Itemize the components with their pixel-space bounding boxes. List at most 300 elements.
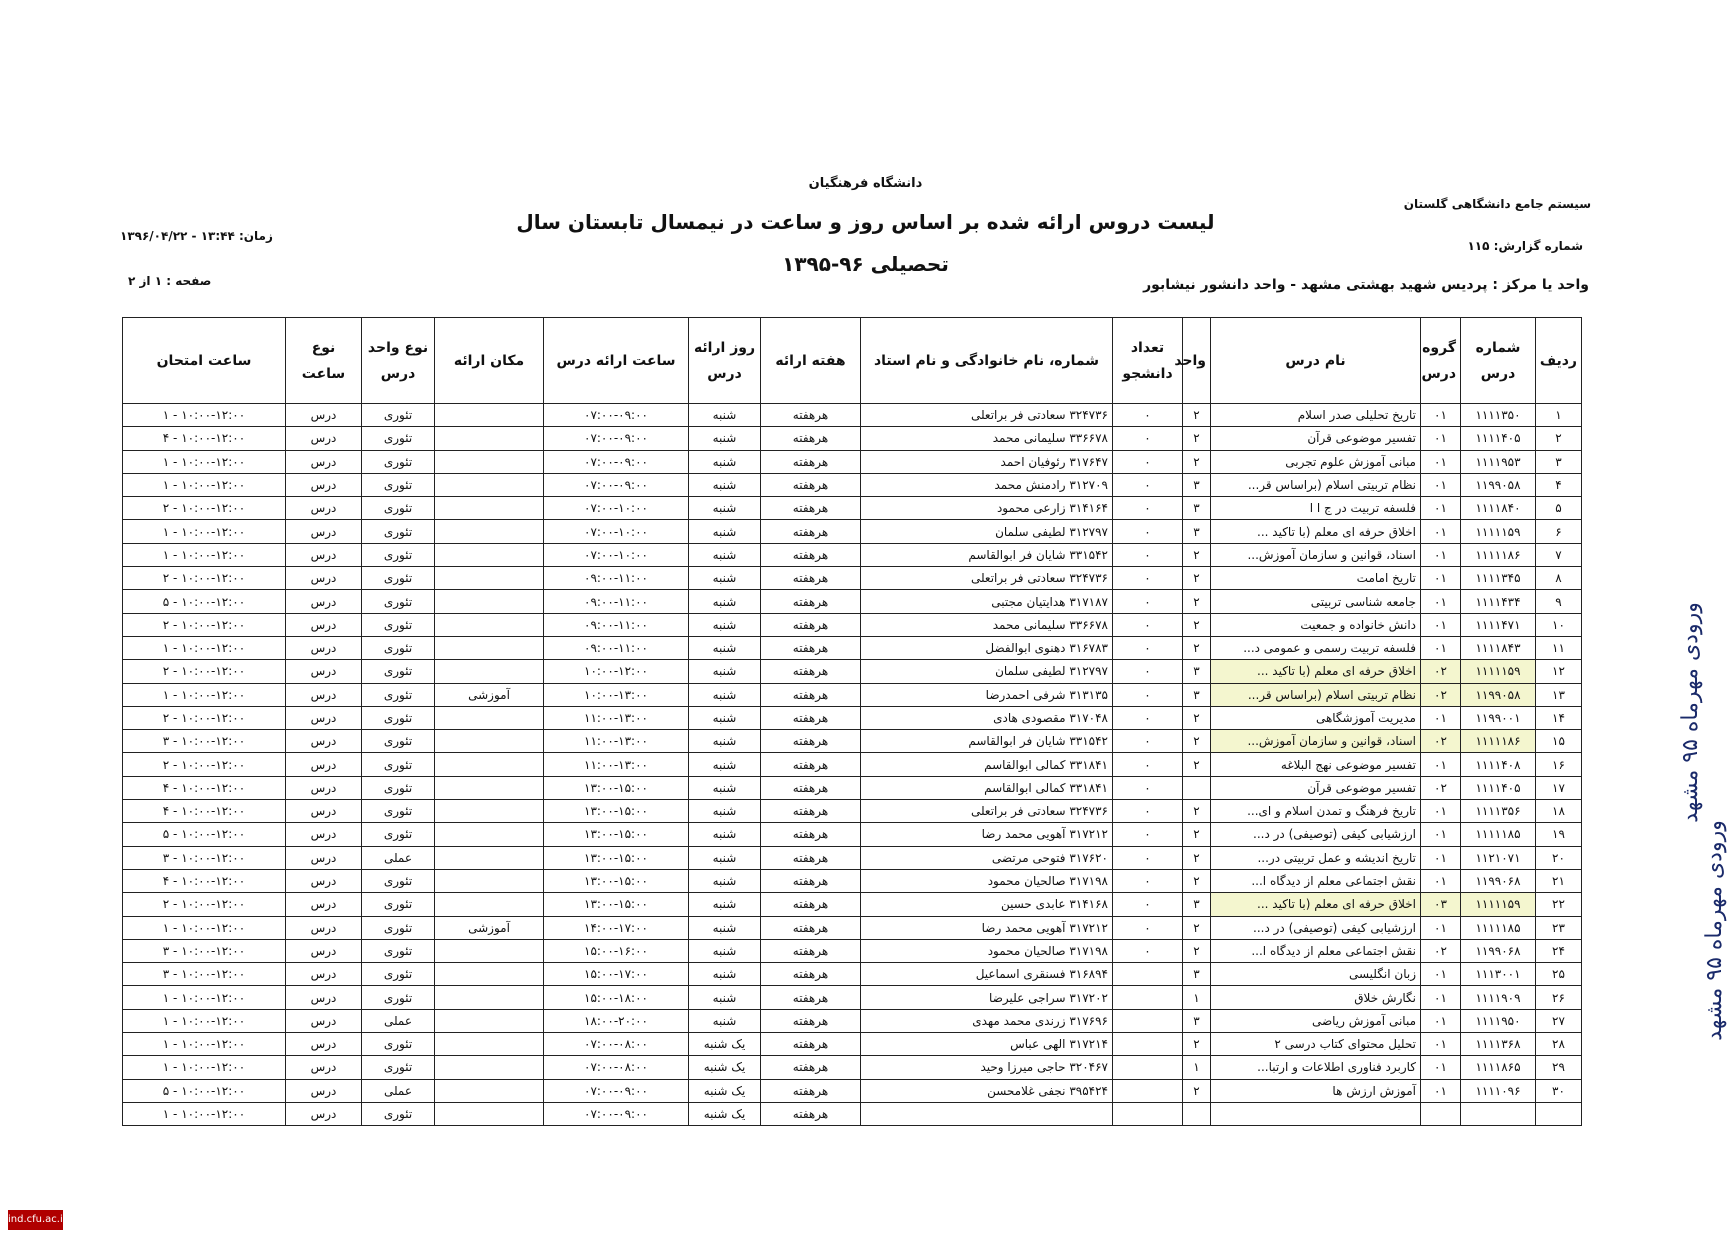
cell-row-number: ۱۹ — [1536, 823, 1582, 846]
cell-location — [435, 636, 544, 659]
cell-course-code: ۱۱۱۱۰۹۶ — [1461, 1079, 1536, 1102]
cell-row-number: ۱۸ — [1536, 800, 1582, 823]
cell-group-number: ۰۱ — [1421, 963, 1461, 986]
cell-row-number: ۲۹ — [1536, 1056, 1582, 1079]
cell-class-time: ۱۳:۰۰-۱۵:۰۰ — [544, 869, 689, 892]
cell-row-number: ۱۲ — [1536, 660, 1582, 683]
cell-unit-type: تئوری — [362, 800, 435, 823]
cell-group-number: ۰۱ — [1421, 520, 1461, 543]
report-title-line1: لیست دروس ارائه شده بر اساس روز و ساعت در نیمسال تابستان سال — [516, 210, 1215, 234]
cell-unit-type: تئوری — [362, 683, 435, 706]
cell-hour-type: درس — [286, 986, 362, 1009]
table-row — [123, 404, 1582, 427]
column-header: نام درس — [1211, 318, 1421, 404]
cell-course-code — [1461, 1102, 1536, 1125]
cell-course-name: مبانی آموزش علوم تجربی — [1211, 450, 1421, 473]
cell-class-time: ۰۷:۰۰-۱۰:۰۰ — [544, 520, 689, 543]
cell-unit-type: تئوری — [362, 1033, 435, 1056]
cell-course-code: ۱۱۱۱۴۰۵ — [1461, 776, 1536, 799]
cell-course-name: تاریخ اندیشه و عمل تربیتی در... — [1211, 846, 1421, 869]
cell-hour-type: درس — [286, 404, 362, 427]
cell-units: ۲ — [1183, 404, 1211, 427]
cell-group-number: ۰۱ — [1421, 473, 1461, 496]
cell-units: ۳ — [1183, 1009, 1211, 1032]
cell-units: ۲ — [1183, 800, 1211, 823]
cell-course-code: ۱۱۱۱۳۶۸ — [1461, 1033, 1536, 1056]
cell-exam-time: ۱ - ۱۰:۰۰-۱۲:۰۰ — [123, 916, 286, 939]
cell-class-time: ۱۱:۰۰-۱۳:۰۰ — [544, 706, 689, 729]
cell-hour-type: درس — [286, 683, 362, 706]
cell-instructor: ۳۲۴۷۳۶ سعادتی فر براتعلی — [861, 567, 1113, 590]
cell-instructor: ۳۹۵۴۲۴ نجفی غلامحسن — [861, 1079, 1113, 1102]
cell-student-count: ۰ — [1113, 893, 1183, 916]
cell-course-name: زبان انگلیسی — [1211, 963, 1421, 986]
cell-row-number: ۱۴ — [1536, 706, 1582, 729]
table-row — [123, 636, 1582, 659]
cell-course-code: ۱۱۱۱۹۵۰ — [1461, 1009, 1536, 1032]
cell-hour-type: درس — [286, 427, 362, 450]
cell-day: شنبه — [689, 893, 761, 916]
cell-student-count: ۰ — [1113, 730, 1183, 753]
cell-exam-time: ۱ - ۱۰:۰۰-۱۲:۰۰ — [123, 404, 286, 427]
table-body — [123, 404, 1582, 1126]
cell-class-time: ۰۷:۰۰-۰۸:۰۰ — [544, 1056, 689, 1079]
cell-units: ۲ — [1183, 939, 1211, 962]
cell-group-number: ۰۱ — [1421, 846, 1461, 869]
cell-unit-type: تئوری — [362, 567, 435, 590]
cell-class-time: ۱۴:۰۰-۱۷:۰۰ — [544, 916, 689, 939]
cell-hour-type: درس — [286, 916, 362, 939]
cell-week-schedule: هرهفته — [761, 520, 861, 543]
cell-hour-type: درس — [286, 1102, 362, 1125]
cell-week-schedule: هرهفته — [761, 427, 861, 450]
handwritten-note: ورودی مهرماه ۹۵ مشهد — [1701, 820, 1727, 1041]
cell-instructor — [861, 1102, 1113, 1125]
center-name: واحد یا مرکز : پردیس شهید بهشتی مشهد - واحد دانشور نیشابور — [1143, 277, 1589, 293]
table-row — [123, 497, 1582, 520]
cell-group-number: ۰۱ — [1421, 753, 1461, 776]
cell-class-time: ۰۷:۰۰-۰۹:۰۰ — [544, 404, 689, 427]
cell-location — [435, 800, 544, 823]
cell-location — [435, 1079, 544, 1102]
cell-day: شنبه — [689, 683, 761, 706]
cell-group-number: ۰۱ — [1421, 636, 1461, 659]
cell-location — [435, 963, 544, 986]
cell-group-number: ۰۲ — [1421, 660, 1461, 683]
cell-location — [435, 1009, 544, 1032]
cell-course-name: کاربرد فناوری اطلاعات و ارتبا... — [1211, 1056, 1421, 1079]
cell-week-schedule: هرهفته — [761, 730, 861, 753]
cell-course-name: فلسفه تربیت در ج ا ا — [1211, 497, 1421, 520]
cell-unit-type: تئوری — [362, 660, 435, 683]
cell-row-number: ۵ — [1536, 497, 1582, 520]
cell-exam-time: ۲ - ۱۰:۰۰-۱۲:۰۰ — [123, 893, 286, 916]
cell-student-count: ۰ — [1113, 590, 1183, 613]
cell-row-number: ۸ — [1536, 567, 1582, 590]
cell-hour-type: درس — [286, 636, 362, 659]
university-name: دانشگاه فرهنگیان — [808, 176, 923, 191]
cell-week-schedule: هرهفته — [761, 963, 861, 986]
cell-location — [435, 1102, 544, 1125]
cell-student-count: ۰ — [1113, 800, 1183, 823]
cell-course-code: ۱۱۲۱۰۷۱ — [1461, 846, 1536, 869]
cell-unit-type: تئوری — [362, 776, 435, 799]
cell-exam-time: ۲ - ۱۰:۰۰-۱۲:۰۰ — [123, 613, 286, 636]
cell-row-number: ۷ — [1536, 543, 1582, 566]
cell-exam-time: ۱ - ۱۰:۰۰-۱۲:۰۰ — [123, 1009, 286, 1032]
cell-exam-time: ۲ - ۱۰:۰۰-۱۲:۰۰ — [123, 567, 286, 590]
cell-hour-type: درس — [286, 846, 362, 869]
cell-week-schedule: هرهفته — [761, 567, 861, 590]
cell-class-time: ۱۵:۰۰-۱۶:۰۰ — [544, 939, 689, 962]
cell-instructor: ۳۱۲۷۰۹ رادمنش محمد — [861, 473, 1113, 496]
cell-student-count — [1113, 1033, 1183, 1056]
cell-hour-type: درس — [286, 730, 362, 753]
cell-location — [435, 706, 544, 729]
cell-week-schedule: هرهفته — [761, 497, 861, 520]
cell-class-time: ۰۷:۰۰-۰۹:۰۰ — [544, 1079, 689, 1102]
cell-instructor: ۳۱۷۰۴۸ مقصودی هادی — [861, 706, 1113, 729]
cell-exam-time: ۲ - ۱۰:۰۰-۱۲:۰۰ — [123, 753, 286, 776]
cell-instructor: ۳۱۷۱۹۸ صالحیان محمود — [861, 939, 1113, 962]
cell-class-time: ۱۱:۰۰-۱۳:۰۰ — [544, 753, 689, 776]
cell-instructor: ۳۱۷۶۲۰ فتوحی مرتضی — [861, 846, 1113, 869]
cell-units: ۳ — [1183, 683, 1211, 706]
cell-course-code: ۱۱۱۱۸۴۰ — [1461, 497, 1536, 520]
cell-day: شنبه — [689, 520, 761, 543]
cell-course-name: اسناد، قوانین و سازمان آموزش... — [1211, 730, 1421, 753]
cell-instructor: ۳۱۲۷۹۷ لطیفی سلمان — [861, 660, 1113, 683]
cell-week-schedule: هرهفته — [761, 916, 861, 939]
cell-location — [435, 1056, 544, 1079]
cell-exam-time: ۱ - ۱۰:۰۰-۱۲:۰۰ — [123, 683, 286, 706]
cell-units: ۲ — [1183, 869, 1211, 892]
cell-units: ۳ — [1183, 893, 1211, 916]
cell-class-time: ۰۹:۰۰-۱۱:۰۰ — [544, 613, 689, 636]
cell-row-number: ۱۳ — [1536, 683, 1582, 706]
cell-location: آموزشی — [435, 916, 544, 939]
cell-hour-type: درس — [286, 893, 362, 916]
cell-course-name: نظام تربیتی اسلام (براساس قر... — [1211, 683, 1421, 706]
cell-units — [1183, 776, 1211, 799]
cell-units: ۲ — [1183, 636, 1211, 659]
cell-unit-type: تئوری — [362, 916, 435, 939]
cell-instructor: ۳۱۷۲۱۴ الهی عباس — [861, 1033, 1113, 1056]
cell-course-code: ۱۱۱۱۸۶۵ — [1461, 1056, 1536, 1079]
cell-class-time: ۱۵:۰۰-۱۷:۰۰ — [544, 963, 689, 986]
cell-day: شنبه — [689, 1009, 761, 1032]
cell-location — [435, 869, 544, 892]
cell-row-number: ۳ — [1536, 450, 1582, 473]
cell-hour-type: درس — [286, 497, 362, 520]
cell-course-code: ۱۱۱۱۱۵۹ — [1461, 520, 1536, 543]
cell-hour-type: درس — [286, 660, 362, 683]
cell-class-time: ۱۰:۰۰-۱۳:۰۰ — [544, 683, 689, 706]
cell-week-schedule: هرهفته — [761, 1056, 861, 1079]
cell-class-time: ۰۷:۰۰-۰۹:۰۰ — [544, 427, 689, 450]
cell-row-number: ۲۱ — [1536, 869, 1582, 892]
table-row — [123, 1102, 1582, 1125]
cell-exam-time: ۴ - ۱۰:۰۰-۱۲:۰۰ — [123, 427, 286, 450]
column-header: روز ارائه درس — [689, 318, 761, 404]
column-header: ردیف — [1536, 318, 1582, 404]
cell-group-number: ۰۱ — [1421, 404, 1461, 427]
cell-week-schedule: هرهفته — [761, 1033, 861, 1056]
cell-row-number: ۲۵ — [1536, 963, 1582, 986]
cell-row-number: ۲۷ — [1536, 1009, 1582, 1032]
table-row — [123, 916, 1582, 939]
cell-exam-time: ۲ - ۱۰:۰۰-۱۲:۰۰ — [123, 706, 286, 729]
cell-row-number: ۱ — [1536, 404, 1582, 427]
cell-unit-type: تئوری — [362, 473, 435, 496]
cell-unit-type: تئوری — [362, 893, 435, 916]
cell-course-name: اخلاق حرفه ای معلم (با تاکید ... — [1211, 520, 1421, 543]
cell-location — [435, 613, 544, 636]
cell-location — [435, 753, 544, 776]
cell-instructor: ۳۲۰۴۶۷ حاجی میرزا وحید — [861, 1056, 1113, 1079]
cell-units: ۲ — [1183, 450, 1211, 473]
cell-week-schedule: هرهفته — [761, 404, 861, 427]
cell-exam-time: ۲ - ۱۰:۰۰-۱۲:۰۰ — [123, 660, 286, 683]
cell-student-count: ۰ — [1113, 404, 1183, 427]
cell-location — [435, 939, 544, 962]
cell-course-name: مدیریت آموزشگاهی — [1211, 706, 1421, 729]
cell-unit-type: تئوری — [362, 753, 435, 776]
cell-student-count: ۰ — [1113, 473, 1183, 496]
cell-course-code: ۱۱۱۱۹۰۹ — [1461, 986, 1536, 1009]
cell-week-schedule: هرهفته — [761, 706, 861, 729]
cell-row-number: ۲۸ — [1536, 1033, 1582, 1056]
cell-course-code: ۱۱۱۱۱۸۶ — [1461, 543, 1536, 566]
cell-class-time: ۱۰:۰۰-۱۲:۰۰ — [544, 660, 689, 683]
cell-course-name: ارزشیابی کیفی (توصیفی) در د... — [1211, 916, 1421, 939]
cell-row-number: ۲۴ — [1536, 939, 1582, 962]
cell-group-number: ۰۲ — [1421, 939, 1461, 962]
cell-units: ۲ — [1183, 1033, 1211, 1056]
cell-row-number: ۹ — [1536, 590, 1582, 613]
cell-location — [435, 520, 544, 543]
cell-course-name: تفسیر موضوعی قرآن — [1211, 776, 1421, 799]
cell-units — [1183, 1102, 1211, 1125]
cell-student-count: ۰ — [1113, 753, 1183, 776]
cell-group-number: ۰۱ — [1421, 1056, 1461, 1079]
cell-group-number: ۰۱ — [1421, 869, 1461, 892]
cell-exam-time: ۱ - ۱۰:۰۰-۱۲:۰۰ — [123, 1033, 286, 1056]
cell-hour-type: درس — [286, 869, 362, 892]
cell-course-code: ۱۱۱۳۰۰۱ — [1461, 963, 1536, 986]
cell-student-count: ۰ — [1113, 683, 1183, 706]
cell-course-code: ۱۱۹۹۰۵۸ — [1461, 473, 1536, 496]
cell-instructor: ۳۱۷۱۹۸ صالحیان محمود — [861, 869, 1113, 892]
cell-instructor: ۳۱۶۷۸۳ دهنوی ابوالفضل — [861, 636, 1113, 659]
cell-unit-type: تئوری — [362, 1056, 435, 1079]
cell-week-schedule: هرهفته — [761, 450, 861, 473]
cell-group-number: ۰۳ — [1421, 893, 1461, 916]
cell-exam-time: ۳ - ۱۰:۰۰-۱۲:۰۰ — [123, 730, 286, 753]
table-row — [123, 846, 1582, 869]
cell-row-number: ۱۰ — [1536, 613, 1582, 636]
cell-class-time: ۰۹:۰۰-۱۱:۰۰ — [544, 636, 689, 659]
cell-unit-type: تئوری — [362, 590, 435, 613]
cell-course-name: نظام تربیتی اسلام (براساس قر... — [1211, 473, 1421, 496]
cell-student-count: ۰ — [1113, 706, 1183, 729]
cell-location — [435, 823, 544, 846]
cell-day: شنبه — [689, 776, 761, 799]
cell-week-schedule: هرهفته — [761, 869, 861, 892]
cell-hour-type: درس — [286, 567, 362, 590]
cell-student-count: ۰ — [1113, 869, 1183, 892]
cell-unit-type: تئوری — [362, 706, 435, 729]
cell-units: ۲ — [1183, 1079, 1211, 1102]
cell-day: شنبه — [689, 660, 761, 683]
cell-day: شنبه — [689, 636, 761, 659]
cell-course-code: ۱۱۱۱۱۵۹ — [1461, 893, 1536, 916]
cell-course-name: تفسیر موضوعی نهج البلاغه — [1211, 753, 1421, 776]
cell-unit-type: تئوری — [362, 450, 435, 473]
column-header: مکان ارائه — [435, 318, 544, 404]
cell-hour-type: درس — [286, 1079, 362, 1102]
cell-unit-type: تئوری — [362, 613, 435, 636]
cell-exam-time: ۱ - ۱۰:۰۰-۱۲:۰۰ — [123, 1056, 286, 1079]
cell-exam-time: ۱ - ۱۰:۰۰-۱۲:۰۰ — [123, 636, 286, 659]
cell-group-number: ۰۲ — [1421, 683, 1461, 706]
cell-group-number: ۰۱ — [1421, 916, 1461, 939]
cell-row-number: ۲۲ — [1536, 893, 1582, 916]
cell-instructor: ۳۱۲۷۹۷ لطیفی سلمان — [861, 520, 1113, 543]
table-row — [123, 1009, 1582, 1032]
cell-day: شنبه — [689, 473, 761, 496]
cell-row-number: ۲۶ — [1536, 986, 1582, 1009]
cell-course-name: نقش اجتماعی معلم از دیدگاه ا... — [1211, 939, 1421, 962]
cell-unit-type: تئوری — [362, 963, 435, 986]
table-row — [123, 730, 1582, 753]
column-header: نوع واحد درس — [362, 318, 435, 404]
cell-unit-type: تئوری — [362, 730, 435, 753]
cell-hour-type: درس — [286, 1056, 362, 1079]
cell-day: شنبه — [689, 939, 761, 962]
cell-unit-type: تئوری — [362, 823, 435, 846]
cell-instructor: ۳۲۴۷۳۶ سعادتی فر براتعلی — [861, 800, 1113, 823]
cell-units: ۱ — [1183, 1056, 1211, 1079]
cell-unit-type: تئوری — [362, 939, 435, 962]
cell-instructor: ۳۱۷۶۹۶ زرندی محمد مهدی — [861, 1009, 1113, 1032]
cell-course-code: ۱۱۱۱۳۵۶ — [1461, 800, 1536, 823]
report-title-line2: تحصیلی ۹۶-۱۳۹۵ — [782, 252, 949, 276]
cell-exam-time: ۳ - ۱۰:۰۰-۱۲:۰۰ — [123, 963, 286, 986]
cell-student-count: ۰ — [1113, 613, 1183, 636]
cell-student-count: ۰ — [1113, 520, 1183, 543]
cell-class-time: ۰۷:۰۰-۰۹:۰۰ — [544, 473, 689, 496]
cell-class-time: ۱۵:۰۰-۱۸:۰۰ — [544, 986, 689, 1009]
cell-hour-type: درس — [286, 520, 362, 543]
cell-units: ۳ — [1183, 660, 1211, 683]
cell-day: شنبه — [689, 753, 761, 776]
cell-class-time: ۱۳:۰۰-۱۵:۰۰ — [544, 893, 689, 916]
cell-group-number: ۰۱ — [1421, 986, 1461, 1009]
table-row — [123, 1079, 1582, 1102]
cell-hour-type: درس — [286, 590, 362, 613]
cell-unit-type: عملی — [362, 846, 435, 869]
cell-unit-type: تئوری — [362, 986, 435, 1009]
cell-units: ۲ — [1183, 706, 1211, 729]
cell-exam-time: ۴ - ۱۰:۰۰-۱۲:۰۰ — [123, 800, 286, 823]
cell-exam-time: ۱ - ۱۰:۰۰-۱۲:۰۰ — [123, 450, 286, 473]
cell-units: ۲ — [1183, 916, 1211, 939]
cell-class-time: ۰۷:۰۰-۱۰:۰۰ — [544, 497, 689, 520]
cell-class-time: ۰۷:۰۰-۱۰:۰۰ — [544, 543, 689, 566]
cell-course-code: ۱۱۱۱۹۵۳ — [1461, 450, 1536, 473]
cell-exam-time: ۵ - ۱۰:۰۰-۱۲:۰۰ — [123, 590, 286, 613]
cell-group-number: ۰۱ — [1421, 590, 1461, 613]
cell-unit-type: تئوری — [362, 869, 435, 892]
cell-group-number: ۰۱ — [1421, 800, 1461, 823]
cell-course-code: ۱۱۹۹۰۵۸ — [1461, 683, 1536, 706]
cell-week-schedule: هرهفته — [761, 683, 861, 706]
cell-class-time: ۰۹:۰۰-۱۱:۰۰ — [544, 590, 689, 613]
cell-week-schedule: هرهفته — [761, 893, 861, 916]
page-indicator: صفحه : ۱ از ۲ — [128, 274, 212, 288]
cell-course-name: نقش اجتماعی معلم از دیدگاه ا... — [1211, 869, 1421, 892]
cell-day: شنبه — [689, 706, 761, 729]
column-header: شماره، نام خانوادگی و نام استاد — [861, 318, 1113, 404]
cell-hour-type: درس — [286, 800, 362, 823]
cell-group-number: ۰۱ — [1421, 823, 1461, 846]
cell-units: ۲ — [1183, 823, 1211, 846]
cell-row-number: ۶ — [1536, 520, 1582, 543]
cell-day: یک شنبه — [689, 1033, 761, 1056]
table-row — [123, 939, 1582, 962]
column-header: شماره درس — [1461, 318, 1536, 404]
cell-group-number — [1421, 1102, 1461, 1125]
cell-instructor: ۳۱۴۱۶۴ زارعی محمود — [861, 497, 1113, 520]
cell-exam-time: ۱ - ۱۰:۰۰-۱۲:۰۰ — [123, 986, 286, 1009]
table-row — [123, 520, 1582, 543]
cell-group-number: ۰۱ — [1421, 1079, 1461, 1102]
cell-student-count: ۰ — [1113, 567, 1183, 590]
cell-day: شنبه — [689, 543, 761, 566]
cell-exam-time: ۵ - ۱۰:۰۰-۱۲:۰۰ — [123, 823, 286, 846]
table-row — [123, 1056, 1582, 1079]
report-time: زمان: ۱۳:۴۴ - ۱۳۹۶/۰۴/۲۲ — [120, 229, 273, 243]
cell-course-code: ۱۱۱۱۱۸۵ — [1461, 916, 1536, 939]
cell-instructor: ۳۳۱۵۴۲ شایان فر ابوالقاسم — [861, 543, 1113, 566]
cell-student-count: ۰ — [1113, 776, 1183, 799]
cell-location — [435, 1033, 544, 1056]
table-header-row — [123, 318, 1582, 404]
cell-location — [435, 404, 544, 427]
cell-unit-type: تئوری — [362, 543, 435, 566]
cell-course-name: تفسیر موضوعی قرآن — [1211, 427, 1421, 450]
column-header: ساعت امتحان — [123, 318, 286, 404]
cell-class-time: ۱۳:۰۰-۱۵:۰۰ — [544, 800, 689, 823]
cell-exam-time: ۱ - ۱۰:۰۰-۱۲:۰۰ — [123, 520, 286, 543]
cell-exam-time: ۳ - ۱۰:۰۰-۱۲:۰۰ — [123, 846, 286, 869]
cell-units: ۲ — [1183, 613, 1211, 636]
cell-row-number: ۲ — [1536, 427, 1582, 450]
cell-course-name: جامعه شناسی تربیتی — [1211, 590, 1421, 613]
cell-student-count: ۰ — [1113, 427, 1183, 450]
table-row — [123, 683, 1582, 706]
cell-row-number — [1536, 1102, 1582, 1125]
cell-hour-type: درس — [286, 753, 362, 776]
report-number: شماره گزارش: ۱۱۵ — [1467, 239, 1583, 253]
cell-location — [435, 497, 544, 520]
cell-class-time: ۱۳:۰۰-۱۵:۰۰ — [544, 776, 689, 799]
cell-location — [435, 450, 544, 473]
cell-units: ۲ — [1183, 567, 1211, 590]
cell-unit-type: تئوری — [362, 1102, 435, 1125]
cell-location — [435, 846, 544, 869]
